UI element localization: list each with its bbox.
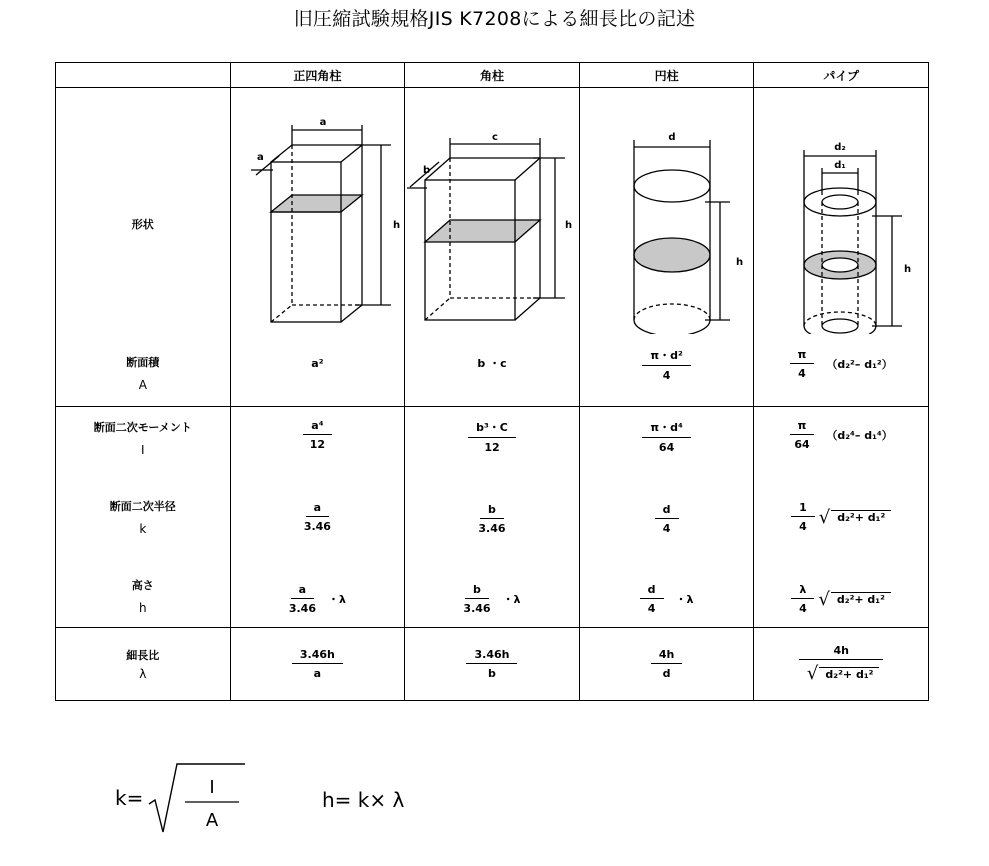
prism-cell: [405, 88, 580, 407]
mrh-pipe-cell: $\frac{\pi}{64}$ （d₂⁴– d₁⁴） $\frac{1}{4}$ √ d₂²+ d₁² $\frac{\lambda}{4}$ √ d₂²+ d₁²: [754, 407, 929, 628]
header-cylinder: 円柱: [579, 63, 754, 88]
area-pipe: $\frac{\pi}{4}$ （d₂²– d₁²）: [754, 334, 928, 394]
pipe-outer-label: d₂: [834, 142, 847, 153]
height-symbol: h: [138, 601, 147, 615]
area-square: a²: [311, 357, 324, 370]
rect-side-label: b: [423, 165, 431, 176]
h-formula: h= k× λ: [322, 788, 405, 812]
header-square-prism: 正四角柱: [230, 63, 405, 88]
k-numerator: I: [209, 777, 215, 798]
header-pipe: パイプ: [754, 63, 929, 88]
moment-label: 断面二次モーメント: [93, 421, 192, 434]
cylinder-diagram: [580, 100, 763, 334]
square-prism-cell: [230, 88, 405, 407]
slender-label: 細長比: [126, 649, 160, 662]
sq-side-label: a: [256, 152, 264, 163]
sqrt-sign: [147, 760, 247, 836]
shape-label: 形状: [131, 218, 154, 231]
rect-top-label: c: [492, 132, 499, 143]
shape-area-row: [56, 88, 929, 407]
slender-cylinder: $\frac{4h}{d}$: [579, 628, 754, 701]
page-title: 旧圧縮試験規格JIS K7208による細長比の記述: [293, 8, 696, 30]
cyl-top-label: d: [668, 132, 676, 143]
area-symbol: A: [138, 378, 147, 392]
shape-area-label-cell: [56, 88, 231, 407]
pipe-inner-label: d₁: [834, 160, 847, 171]
moment-radius-height-row: [56, 407, 929, 628]
slenderness-table: [55, 62, 929, 701]
square-prism-diagram: [231, 100, 414, 334]
mrh-square-cell: $\frac{\text{a⁴}}{12}$ $\frac{a}{3.46}$ $\frac{a}{3.46}$ ・λ: [230, 407, 405, 628]
k-formula: [115, 760, 247, 836]
prism-diagram: [405, 100, 588, 334]
slender-square: $\frac{3.46h}{a}$: [230, 628, 405, 701]
sq-top-label: a: [319, 117, 326, 128]
rect-height-label: h: [565, 220, 573, 231]
pipe-cell: [754, 88, 929, 407]
header-prism: 角柱: [405, 63, 580, 88]
k-lhs: k=: [115, 786, 144, 810]
slender-label-cell: [56, 628, 231, 701]
height-label: 高さ: [131, 579, 154, 592]
header-corner: [56, 63, 231, 88]
header-row: [56, 63, 929, 88]
slender-symbol: λ: [139, 667, 147, 681]
k-denominator: A: [206, 810, 219, 831]
area-label: 断面積: [126, 356, 160, 369]
sq-height-label: h: [392, 220, 400, 231]
mrh-cylinder-cell: $\frac{\text{π・d⁴}}{64}$ $\frac{d}{4}$ $\frac{d}{4}$ ・λ: [579, 407, 754, 628]
area-prism: b ・c: [477, 357, 507, 370]
pipe-diagram: [754, 100, 937, 334]
area-cylinder: $\frac{\text{π・d²}}{4}$: [580, 334, 754, 394]
slender-prism: $\frac{3.46h}{b}$: [405, 628, 580, 701]
slender-row: [56, 628, 929, 701]
mrh-label-cell: [56, 407, 231, 628]
radius-symbol: k: [139, 522, 147, 536]
cyl-height-label: h: [735, 257, 743, 268]
radius-label: 断面二次半径: [109, 500, 176, 513]
cylinder-cell: [579, 88, 754, 407]
moment-symbol: I: [141, 443, 145, 457]
pipe-height-label: h: [904, 264, 912, 275]
mrh-prism-cell: $\frac{\text{b³・C}}{12}$ $\frac{b}{3.46}$ $\frac{b}{3.46}$ ・λ: [405, 407, 580, 628]
slender-pipe: 4h √ d₂²+ d₁²: [754, 628, 929, 701]
